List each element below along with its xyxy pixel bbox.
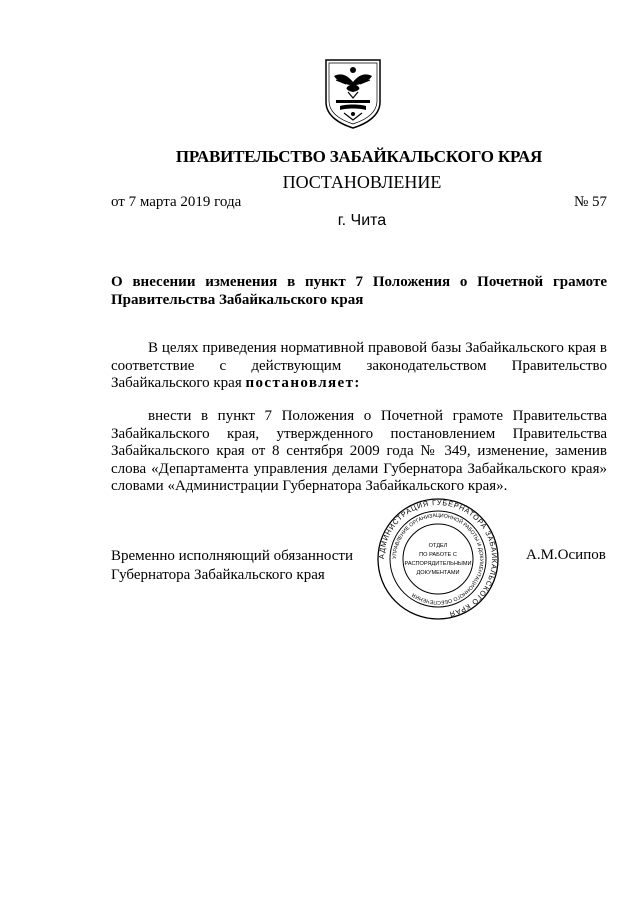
document-date: от 7 марта 2019 года <box>111 194 242 210</box>
svg-text:УПРАВЛЕНИЕ ОРГАНИЗАЦИОННОЙ РАБ <box>392 513 484 605</box>
government-title: ПРАВИТЕЛЬСТВО ЗАБАЙКАЛЬСКОГО КРАЯ <box>175 147 543 166</box>
stamp-center-line-4: ДОКУМЕНТАМИ <box>416 570 460 576</box>
coat-of-arms-emblem <box>322 58 384 130</box>
preamble-paragraph <box>111 340 607 393</box>
signatory-name: А.М.Осипов <box>526 547 606 563</box>
clause-paragraph: внести в пункт 7 Положения о Почетной грамоте Правительства Забайкальского края, утвержденного постановлением Правительства Забайкальского края от 8 сентября 2009 года № 349, изменение, заменив слова «Департамента управления делами Губернатора Забайкальского края» словами «Администрации Губернатора Забайкальского края». <box>111 408 607 494</box>
resolves-keyword: постановляет: <box>245 375 361 391</box>
stamp-center-line-3: РАСПОРЯДИТЕЛЬНЫМИ <box>404 561 472 567</box>
signatory-position-line1: Временно исполняющий обязанности <box>111 548 354 564</box>
stamp-center-line-2: ПО РАБОТЕ С <box>419 552 457 558</box>
signatory-position <box>111 547 353 585</box>
official-stamp <box>376 497 500 621</box>
preamble-text: В целях приведения нормативной правовой базы Забайкальского края в соответствие с действующим законодательством Правительство Забайкальского края <box>111 340 607 391</box>
signatory-position-line2: Губернатора Забайкальского края <box>111 567 325 583</box>
date-number-line <box>111 194 607 211</box>
stamp-outer-text: АДМИНИСТРАЦИЯ ГУБЕРНАТОРА ЗАБАЙКАЛЬСКОГО КРАЯ <box>376 497 500 619</box>
document-city: г. Чита <box>337 212 387 229</box>
document-type: ПОСТАНОВЛЕНИЕ <box>282 172 442 192</box>
stamp-center-line-1: ОТДЕЛ <box>428 543 448 549</box>
document-subject: О внесении изменения в пункт 7 Положения о Почетной грамоте Правительства Забайкальского края <box>111 274 607 308</box>
document-number: № 57 <box>573 194 607 210</box>
stamp-ring-text: УПРАВЛЕНИЕ ОРГАНИЗАЦИОННОЙ РАБОТЫ И ДОКУМЕНТАЦИОННОГО ОБЕСПЕЧЕНИЯ <box>391 512 485 606</box>
